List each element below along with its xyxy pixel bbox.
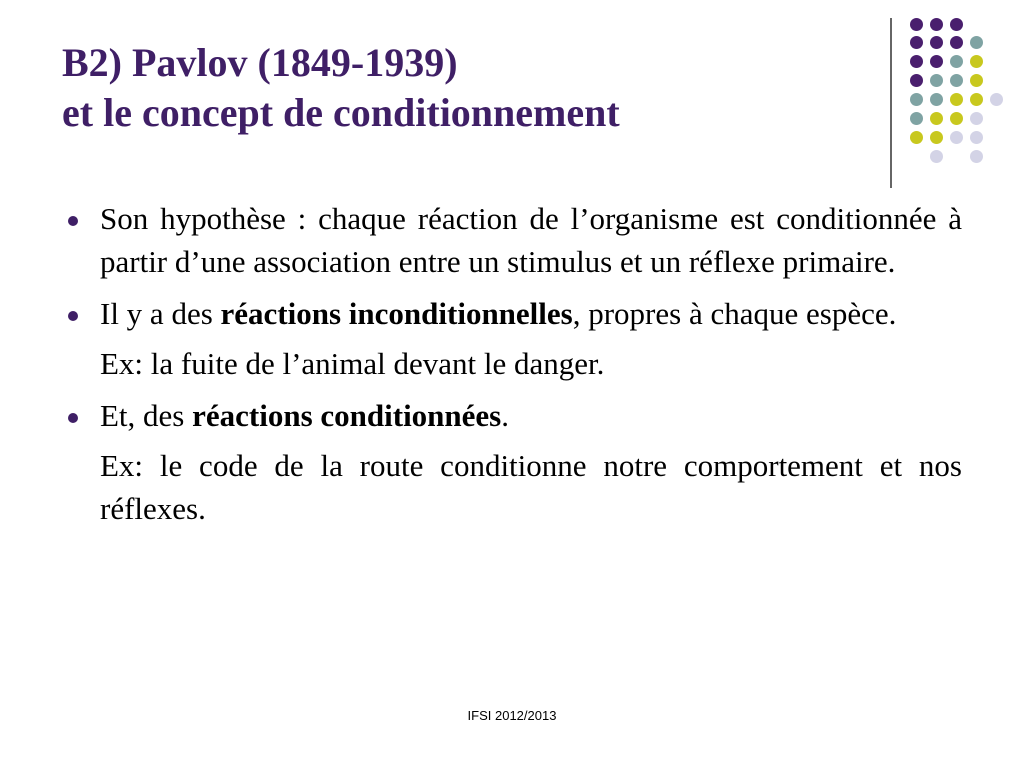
- decorative-dot: [950, 74, 963, 87]
- decorative-divider: [890, 18, 892, 188]
- slide-title: [62, 38, 862, 138]
- bullet-dot-icon: [68, 413, 78, 423]
- decorative-dot: [970, 36, 983, 49]
- slide-footer: IFSI 2012/2013: [467, 708, 557, 723]
- bullet-item: [62, 292, 962, 335]
- decorative-dot: [930, 150, 943, 163]
- bullet-item: [62, 197, 962, 283]
- bullet-text-before: Et, des: [100, 398, 193, 433]
- bullet-text-after: , propres à chaque espèce.: [572, 296, 897, 331]
- bullet-item: [62, 394, 962, 437]
- bullet-dot-icon: [68, 311, 78, 321]
- decorative-dot: [950, 55, 963, 68]
- decorative-dot: [990, 93, 1003, 106]
- decorative-dot: [950, 112, 963, 125]
- decorative-dot: [910, 93, 923, 106]
- decorative-dot: [970, 112, 983, 125]
- decorative-dot: [970, 55, 983, 68]
- decorative-dot: [910, 55, 923, 68]
- title-line-1: B2) Pavlov (1849-1939): [62, 40, 458, 85]
- slide-body: [62, 197, 962, 539]
- decorative-dot: [910, 131, 923, 144]
- bullet-text-bold: réactions conditionnées: [192, 398, 502, 433]
- decorative-dot: [930, 55, 943, 68]
- bullet-text-bold: réactions inconditionnelles: [220, 296, 573, 331]
- decorative-dot: [970, 150, 983, 163]
- decorative-dot: [930, 112, 943, 125]
- decorative-dot-grid: [904, 14, 1014, 164]
- example-line: [62, 342, 962, 385]
- decorative-dot: [930, 36, 943, 49]
- decorative-dot: [970, 93, 983, 106]
- decorative-dot: [950, 131, 963, 144]
- bullet-text: Son hypothèse : chaque réaction de l’organisme est conditionnée à partir d’une association entre un stimulus et un réflexe primaire.: [100, 201, 962, 279]
- decorative-dot: [910, 18, 923, 31]
- example-line: [62, 444, 962, 530]
- example-text: Ex: la fuite de l’animal devant le danger.: [100, 346, 605, 381]
- decorative-dot: [930, 93, 943, 106]
- decorative-dot: [950, 18, 963, 31]
- decorative-dot: [930, 131, 943, 144]
- bullet-text-before: Il y a des: [100, 296, 221, 331]
- decorative-dot: [910, 36, 923, 49]
- bullet-dot-icon: [68, 216, 78, 226]
- title-line-2: et le concept de conditionnement: [62, 90, 620, 135]
- example-text: Ex: le code de la route conditionne notre comportement et nos réflexes.: [100, 448, 962, 526]
- decorative-dot: [950, 36, 963, 49]
- decorative-dot: [910, 74, 923, 87]
- bullet-text-after: .: [501, 398, 509, 433]
- decorative-dot: [910, 112, 923, 125]
- decorative-dot: [970, 74, 983, 87]
- decorative-dot: [970, 131, 983, 144]
- decorative-dot: [930, 18, 943, 31]
- decorative-dot: [930, 74, 943, 87]
- decorative-dot: [950, 93, 963, 106]
